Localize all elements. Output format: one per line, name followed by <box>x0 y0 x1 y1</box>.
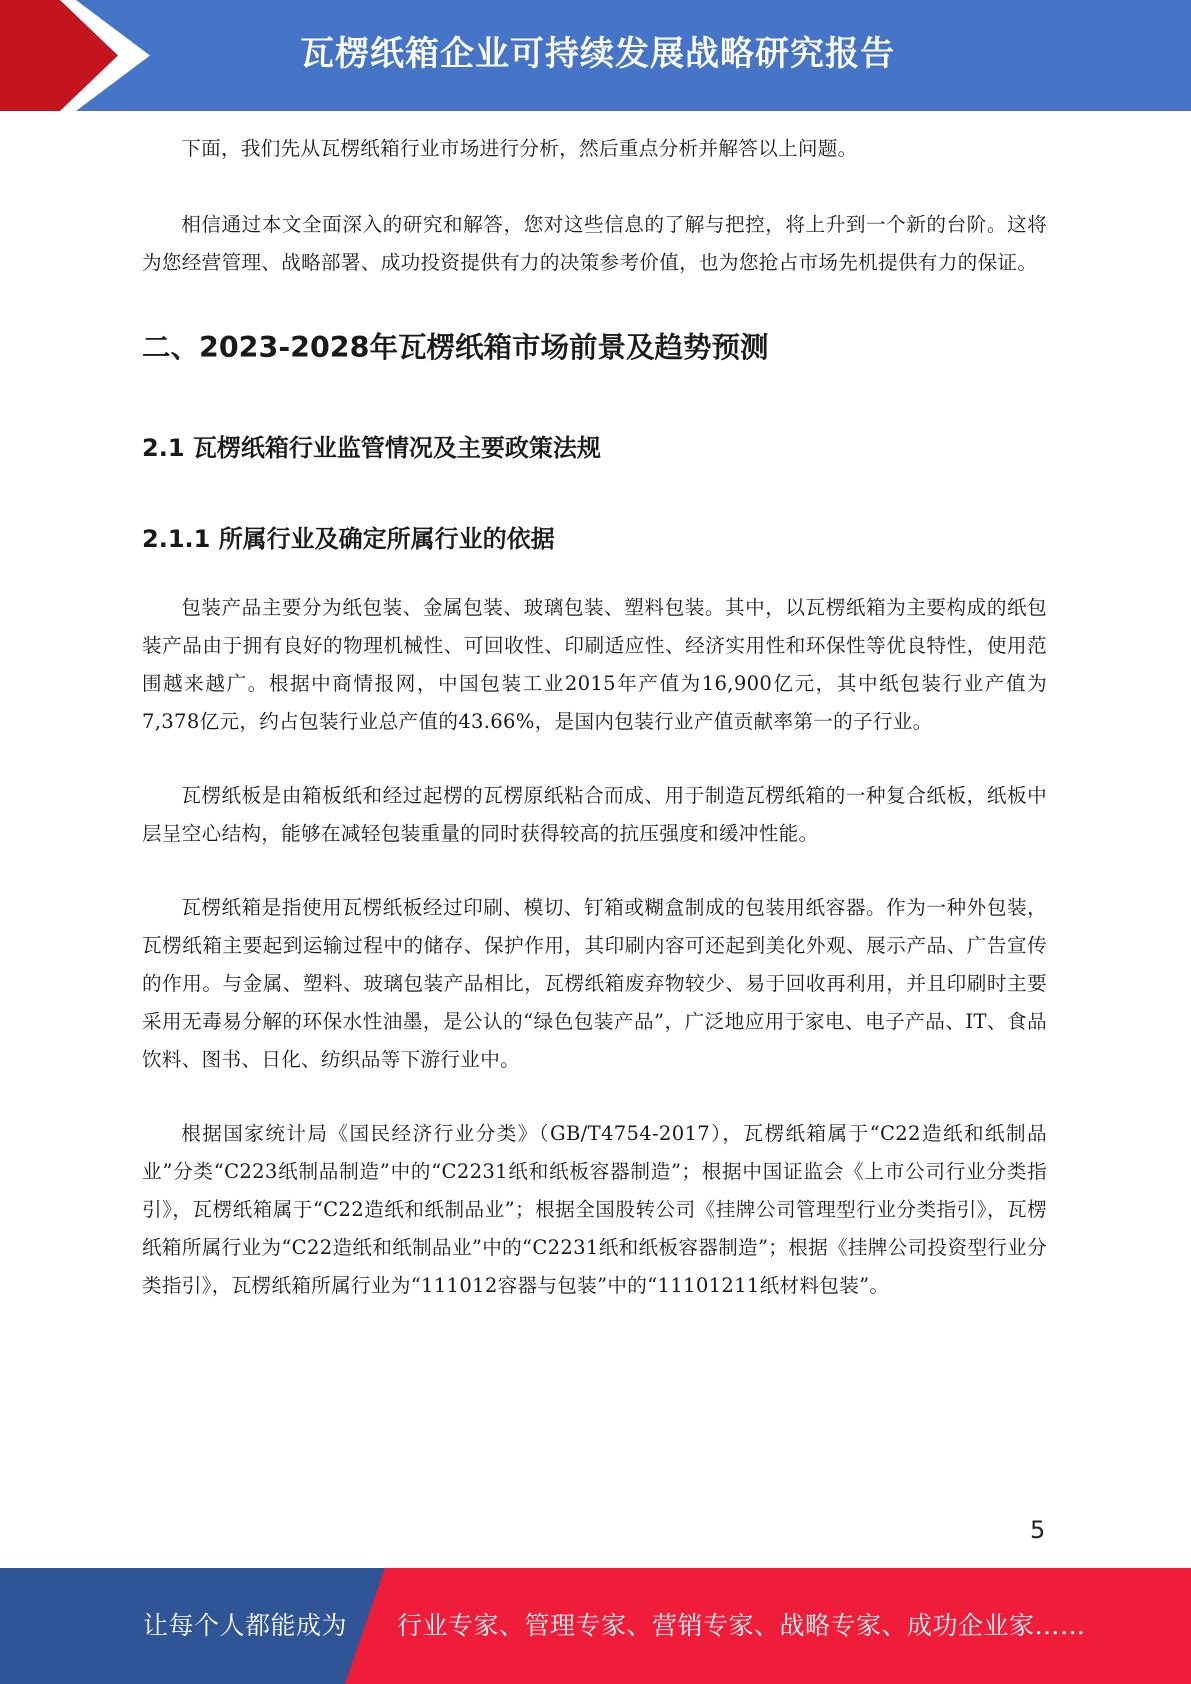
body-paragraph-3: 瓦楞纸箱是指使用瓦楞纸板经过印刷、模切、钉箱或糊盒制成的包装用纸容器。作为一种外包装，瓦楞纸箱主要起到运输过程中的储存、保护作用，其印刷内容可还起到美化外观、展示产品、广告宣传的作用。与金属、塑料、玻璃包装产品相比，瓦楞纸箱废弃物较少、易于回收再利用，并且印刷时主要采用无毒易分解的环保水性油墨，是公认的“绿色包装产品”，广泛地应用于家电、电子产品、IT、食品饮料、图书、日化、纺织品等下游行业中。 <box>142 896 1047 1071</box>
subsubsection-heading: 2.1.1 所属行业及确定所属行业的依据 <box>142 525 555 553</box>
report-title: 瓦楞纸箱企业可持续发展战略研究报告 <box>300 34 895 74</box>
page-body <box>142 130 1047 1305</box>
page-number: 5 <box>1030 1516 1046 1544</box>
footer-slogan-right: 行业专家、管理专家、营销专家、战略专家、成功企业家…… <box>397 1611 1086 1640</box>
intro-paragraph-2: 相信通过本文全面深入的研究和解答，您对这些信息的了解与把控，将上升到一个新的台阶。这将为您经营管理、战略部署、成功投资提供有力的决策参考价值，也为您抢占市场先机提供有力的保证。 <box>142 213 1047 274</box>
page-footer <box>0 1568 1191 1684</box>
body-paragraph-4: 根据国家统计局《国民经济行业分类》（GB/T4754-2017），瓦楞纸箱属于“C22造纸和纸制品业”分类“C223纸制品制造”中的“C2231纸和纸板容器制造”；根据中国证监会《上市公司行业分类指引》，瓦楞纸箱属于“C22造纸和纸制品业”；根据全国股转公司《挂牌公司管理型行业分类指引》，瓦楞纸箱所属行业为“C22造纸和纸制品业”中的“C2231纸和纸板容器制造”；根据《挂牌公司投资型行业分类指引》，瓦楞纸箱所属行业为“111012容器与包装”中的“11101211纸材料包装”。 <box>142 1122 1047 1297</box>
page-header <box>0 0 1191 111</box>
subsection-heading: 2.1 瓦楞纸箱行业监管情况及主要政策法规 <box>142 434 601 462</box>
body-paragraph-2: 瓦楞纸板是由箱板纸和经过起楞的瓦楞原纸粘合而成、用于制造瓦楞纸箱的一种复合纸板，纸板中层呈空心结构，能够在减轻包装重量的同时获得较高的抗压强度和缓冲性能。 <box>142 784 1047 845</box>
intro-paragraph-1: 下面，我们先从瓦楞纸箱行业市场进行分析，然后重点分析并解答以上问题。 <box>181 137 858 160</box>
body-paragraph-1: 包装产品主要分为纸包装、金属包装、玻璃包装、塑料包装。其中，以瓦楞纸箱为主要构成的纸包装产品由于拥有良好的物理机械性、可回收性、印刷适应性、经济实用性和环保性等优良特性，使用范围越来越广。根据中商情报网，中国包装工业2015年产值为16,900亿元，其中纸包装行业产值为7,378亿元，约占包装行业总产值的43.66%，是国内包装行业产值贡献率第一的子行业。 <box>142 596 1047 733</box>
header-arrow-icon <box>0 0 160 111</box>
section-heading: 二、2023-2028年瓦楞纸箱市场前景及趋势预测 <box>142 331 769 364</box>
footer-slogan-left: 让每个人都能成为 <box>143 1611 348 1640</box>
